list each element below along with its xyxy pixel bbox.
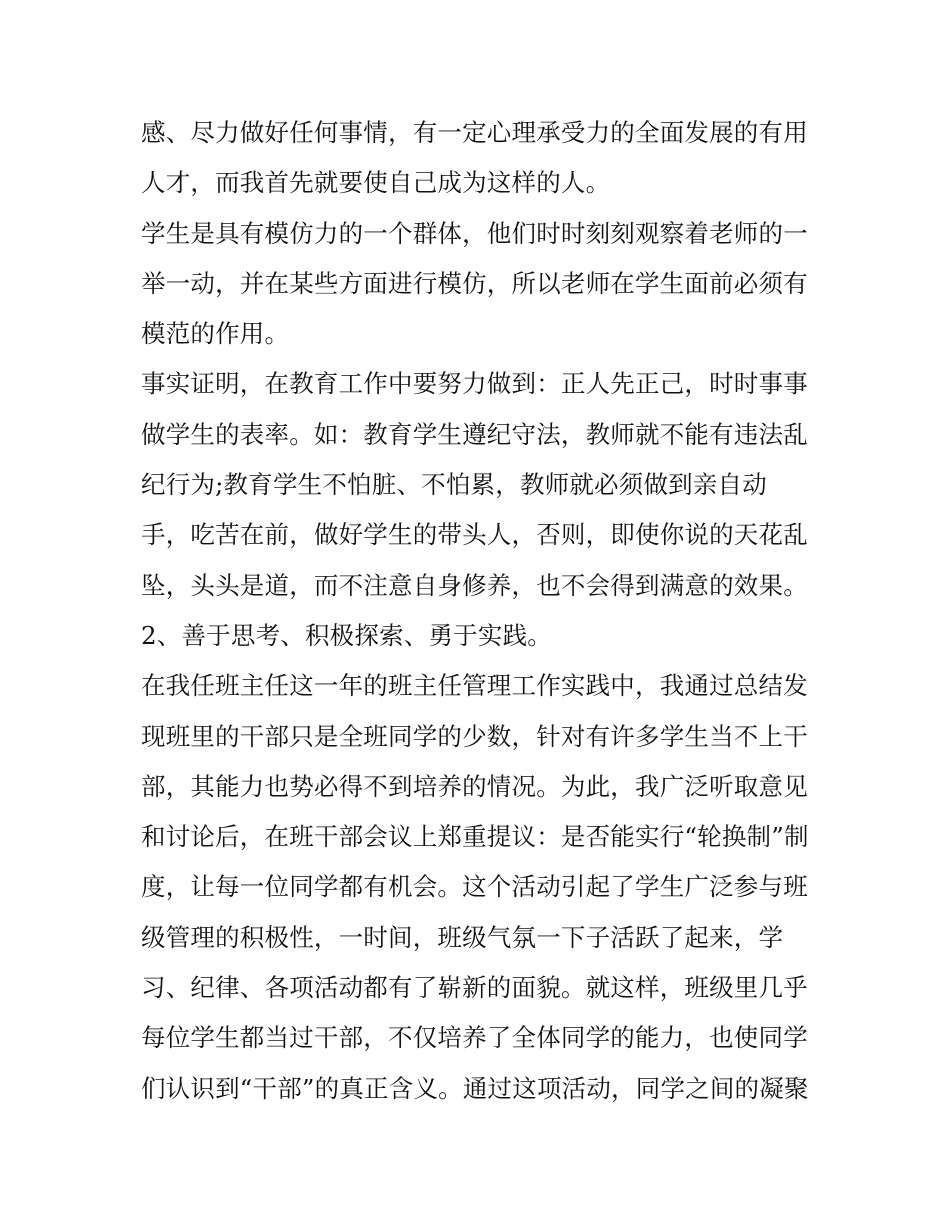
text-line: 级管理的积极性，一时间，班级气氛一下子活跃了起来，学 <box>141 922 784 952</box>
text-line: 和讨论后，在班干部会议上郑重提议：是否能实行“轮换制”制 <box>141 822 809 852</box>
text-line: 度，让每一位同学都有机会。这个活动引起了学生广泛参与班 <box>141 872 808 902</box>
text-line: 在我任班主任这一年的班主任管理工作实践中，我通过总结发 <box>141 671 808 701</box>
text-line: 感、尽力做好任何事情，有一定心理承受力的全面发展的有用 <box>141 118 808 147</box>
text-line: 纪行为;教育学生不怕脏、不怕累，教师就必须做到亲自动 <box>141 470 767 500</box>
text-line: 手，吃苦在前，做好学生的带头人，否则，即使你说的天花乱 <box>141 520 808 550</box>
text-line: 习、纪律、各项活动都有了崭新的面貌。就这样，班级里几乎 <box>141 973 808 1003</box>
text-line: 举一动，并在某些方面进行模仿，所以老师在学生面前必须有 <box>141 268 808 298</box>
text-line: 事实证明，在教育工作中要努力做到：正人先正己，时时事事 <box>141 369 808 399</box>
section-heading: 2、善于思考、积极探索、勇于实践。 <box>141 620 552 650</box>
text-line: 部，其能力也势必得不到培养的情况。为此，我广泛听取意见 <box>141 771 808 801</box>
text-line: 坠，头头是道，而不注意自身修养，也不会得到满意的效果。 <box>141 570 808 600</box>
text-line: 做学生的表率。如：教育学生遵纪守法，教师就不能有违法乱 <box>141 419 808 449</box>
text-line: 学生是具有模仿力的一个群体，他们时时刻刻观察着老师的一 <box>141 218 808 248</box>
text-line: 模范的作用。 <box>141 319 290 349</box>
text-line: 现班里的干部只是全班同学的少数，针对有许多学生当不上干 <box>141 721 808 751</box>
document-body <box>141 108 821 1114</box>
text-line: 人才，而我首先就要使自己成为这样的人。 <box>141 168 611 198</box>
text-line: 每位学生都当过干部，不仅培养了全体同学的能力，也使同学 <box>141 1023 808 1053</box>
text-line: 们认识到“干部”的真正含义。通过这项活动，同学之间的凝聚 <box>141 1073 809 1103</box>
